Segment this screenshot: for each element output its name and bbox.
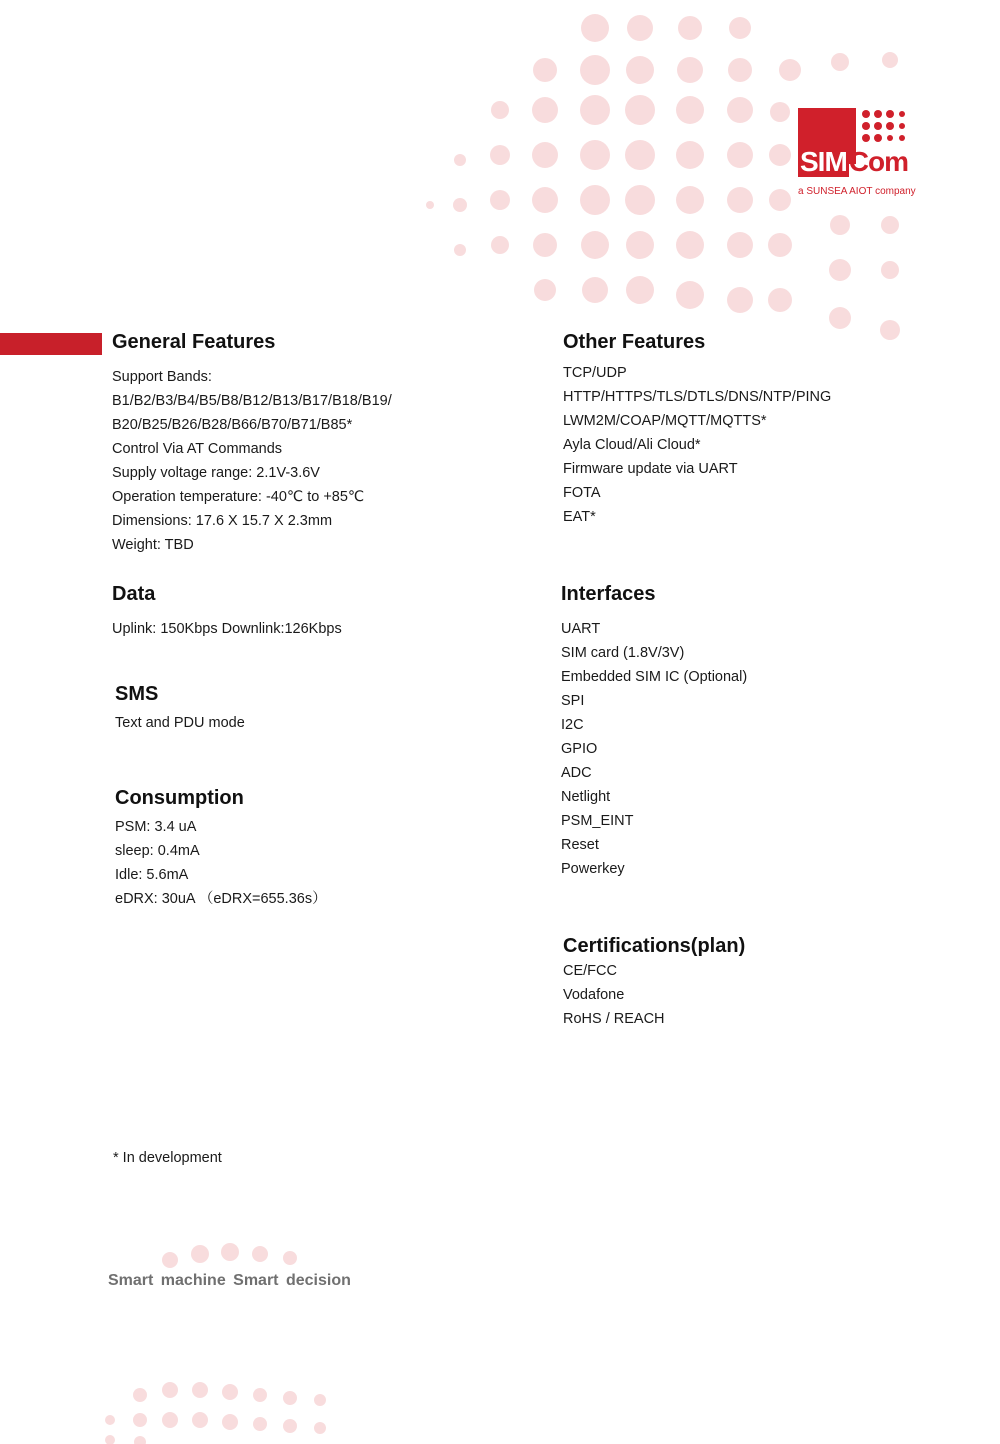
background-dot-pattern-bottom — [80, 1230, 400, 1444]
red-accent-bar — [0, 333, 102, 355]
interfaces-item: GPIO — [561, 741, 598, 757]
interfaces-item: ADC — [561, 765, 592, 781]
interfaces-item: Reset — [561, 837, 599, 853]
consumption-item: Idle: 5.6mA — [115, 867, 189, 883]
other-features-item: HTTP/HTTPS/TLS/DTLS/DNS/NTP/PING — [563, 389, 832, 405]
certifications-title: Certifications(plan) — [563, 935, 746, 957]
data-title: Data — [112, 583, 156, 605]
interfaces-section — [561, 581, 747, 881]
general-features-item: B1/B2/B3/B4/B5/B8/B12/B13/B17/B18/B19/ — [112, 393, 392, 409]
certifications-item: Vodafone — [563, 987, 625, 1003]
other-features-item: EAT* — [563, 509, 596, 525]
sms-list — [115, 711, 245, 735]
consumption-item: sleep: 0.4mA — [115, 843, 200, 859]
consumption-item: PSM: 3.4 uA — [115, 819, 197, 835]
interfaces-item: Powerkey — [561, 861, 625, 877]
certifications-item: CE/FCC — [563, 963, 617, 979]
other-features-item: TCP/UDP — [563, 365, 627, 381]
footnote: * In development — [113, 1150, 222, 1166]
logo-tagline: a SUNSEA AIOT company — [798, 186, 916, 197]
other-features-title: Other Features — [563, 331, 706, 353]
interfaces-item: I2C — [561, 717, 584, 733]
other-features-item: LWM2M/COAP/MQTT/MQTTS* — [563, 413, 767, 429]
certifications-section — [563, 933, 745, 1031]
sms-item: Text and PDU mode — [115, 715, 245, 731]
other-features-list — [563, 361, 831, 529]
slogan: Smart machine Smart decision — [108, 1272, 351, 1289]
general-features-item: Support Bands: — [112, 369, 212, 385]
general-features-item: Supply voltage range: 2.1V-3.6V — [112, 465, 320, 481]
interfaces-title: Interfaces — [561, 583, 656, 605]
consumption-section — [115, 785, 327, 911]
interfaces-list — [561, 617, 747, 881]
consumption-title: Consumption — [115, 787, 244, 809]
other-features-item: FOTA — [563, 485, 601, 501]
other-features-item: Ayla Cloud/Ali Cloud* — [563, 437, 701, 453]
consumption-item: eDRX: 30uA （eDRX=655.36s） — [115, 891, 327, 907]
logo-wordmark: SIMCom — [800, 146, 909, 177]
general-features-section — [112, 329, 392, 557]
general-features-item: Dimensions: 17.6 X 15.7 X 2.3mm — [112, 513, 333, 529]
general-features-item: Control Via AT Commands — [112, 441, 283, 457]
general-features-item: Weight: TBD — [112, 537, 194, 553]
consumption-list — [115, 815, 327, 911]
interfaces-item: PSM_EINT — [561, 813, 634, 829]
general-features-item: Operation temperature: -40℃ to +85℃ — [112, 489, 365, 505]
interfaces-item: SPI — [561, 693, 585, 709]
certifications-item: RoHS / REACH — [563, 1011, 665, 1027]
data-section — [112, 581, 342, 641]
general-features-list — [112, 365, 392, 557]
simcom-logo — [798, 104, 918, 204]
data-item: Uplink: 150Kbps Downlink:126Kbps — [112, 621, 342, 637]
certifications-list — [563, 959, 745, 1031]
general-features-title: General Features — [112, 331, 276, 353]
other-features-item: Firmware update via UART — [563, 461, 738, 477]
interfaces-item: Netlight — [561, 789, 611, 805]
general-features-item: B20/B25/B26/B28/B66/B70/B71/B85* — [112, 417, 353, 433]
sms-section — [115, 681, 245, 735]
data-list — [112, 617, 342, 641]
sms-title: SMS — [115, 683, 159, 705]
other-features-section — [563, 329, 831, 529]
interfaces-item: SIM card (1.8V/3V) — [561, 645, 685, 661]
interfaces-item: Embedded SIM IC (Optional) — [561, 669, 748, 685]
interfaces-item: UART — [561, 621, 601, 637]
